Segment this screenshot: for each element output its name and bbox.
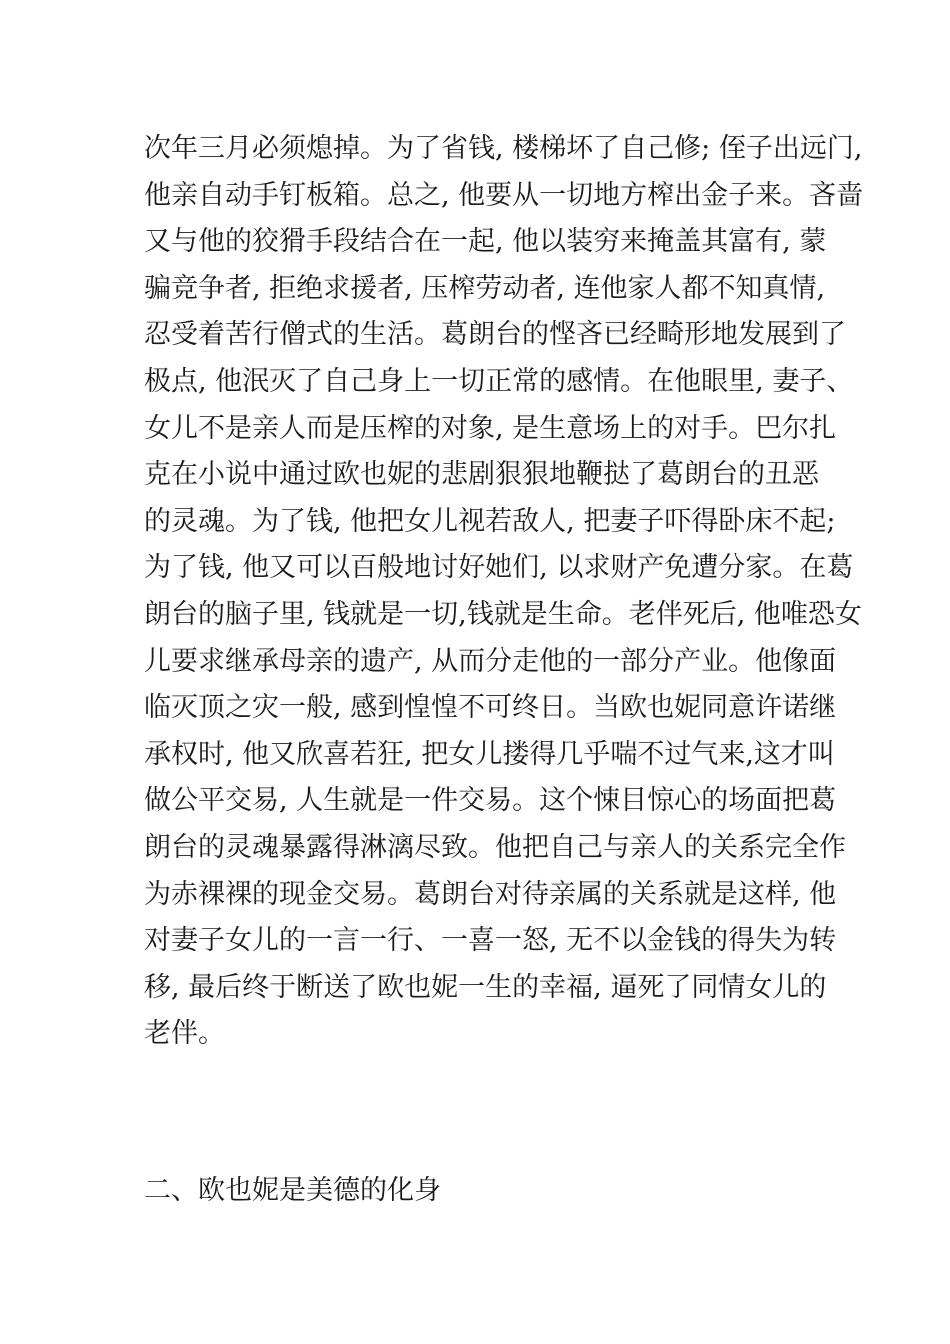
text-line: 极点, 他泯灭了自己身上一切正常的感情。在他眼里, 妻子、 (144, 365, 854, 397)
text-line: 次年三月必须熄掉。为了省钱, 楼梯坏了自己修; 侄子出远门, (144, 133, 863, 164)
text-line: 对妻子女儿的一言一行、一喜一怒, 无不以金钱的得失为转 (144, 925, 837, 957)
text-line: 他亲自动手钉板箱。总之, 他要从一切地方榨出金子来。吝啬 (144, 179, 864, 211)
text-line: 忍受着苦行僧式的生活。葛朗台的悭吝已经畸形地发展到了 (144, 319, 846, 351)
text-line: 临灭顶之灾一般, 感到惶惶不可终日。当欧也妮同意许诺继 (144, 692, 837, 724)
text-line: 骗竞争者, 拒绝求援者, 压榨劳动者, 连他家人都不知真情, (144, 272, 826, 304)
text-line: 朗台的灵魂暴露得淋漓尽致。他把自己与亲人的关系完全作 (144, 831, 846, 863)
text-line: 为了钱, 他又可以百般地讨好她们, 以求财产免遭分家。在葛 (144, 552, 854, 584)
text-line: 儿要求继承母亲的遗产, 从而分走他的一部分产业。他像面 (144, 645, 837, 677)
text-line: 为赤裸裸的现金交易。葛朗台对待亲属的关系就是这样, 他 (144, 878, 837, 910)
text-line: 移, 最后终于断送了欧也妮一生的幸福, 逼死了同情女儿的 (144, 971, 827, 1003)
text-line: 朗台的脑子里, 钱就是一切,钱就是生命。老伴死后, 他唯恐女 (144, 598, 862, 630)
text-line: 承权时, 他又欣喜若狂, 把女儿搂得几乎喘不过气来,这才叫 (144, 738, 835, 770)
text-line: 克在小说中通过欧也妮的悲剧狠狠地鞭挞了葛朗台的丑恶 (144, 459, 819, 491)
text-line: 做公平交易, 人生就是一件交易。这个悚目惊心的场面把葛 (144, 785, 837, 817)
text-line: 女儿不是亲人而是压榨的对象, 是生意场上的对手。巴尔扎 (144, 412, 837, 444)
text-line: 的灵魂。为了钱, 他把女儿视若敌人, 把妻子吓得卧床不起; (144, 505, 836, 537)
body-paragraph (144, 126, 864, 1058)
text-line: 又与他的狡猾手段结合在一起, 他以装穷来掩盖其富有, 蒙 (144, 226, 827, 258)
section-heading: 二、欧也妮是美德的化身 (144, 1175, 441, 1206)
text-line: 老伴。 (144, 1018, 225, 1050)
